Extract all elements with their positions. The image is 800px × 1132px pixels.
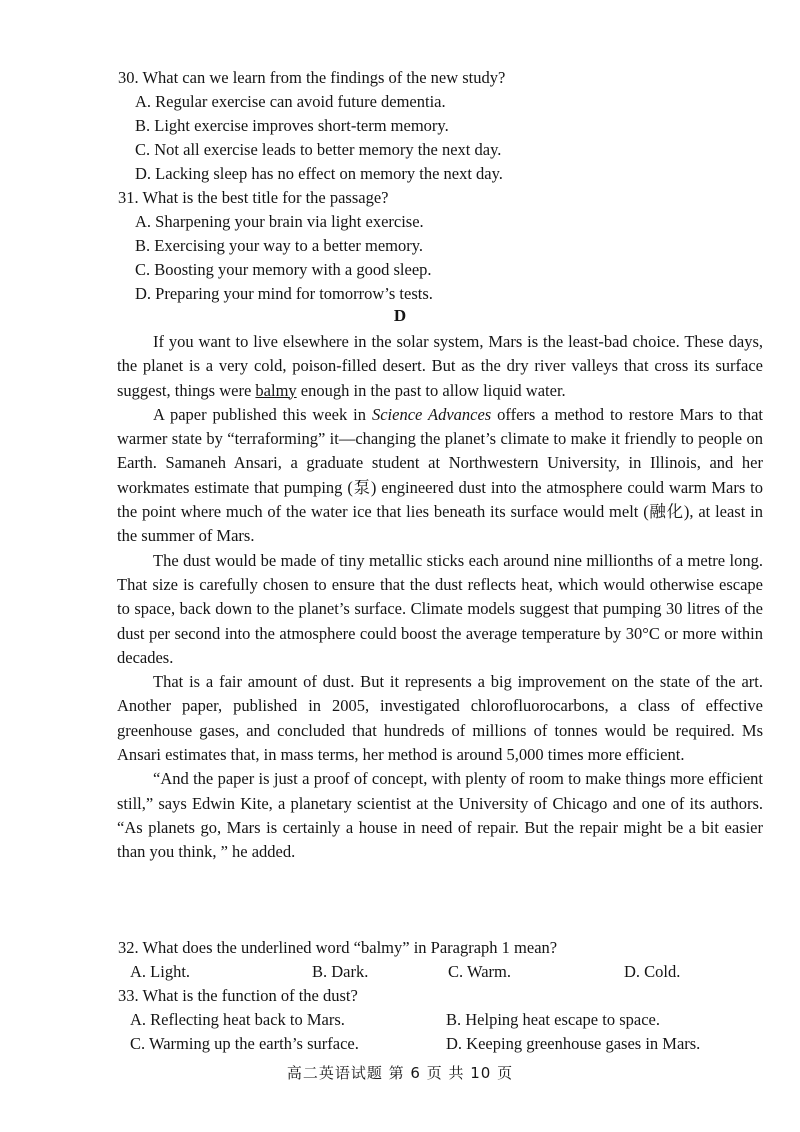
q33-option-a: A. Reflecting heat back to Mars.	[130, 1010, 345, 1029]
paragraph-2-text-a: A paper published this week in	[153, 404, 372, 424]
paragraph-1	[117, 330, 763, 403]
paragraph-2	[117, 403, 763, 549]
page-footer: 高二英语试题 第 6 页 共 10 页	[286, 1064, 514, 1082]
paragraph-2-text-b: offers a method to restore Mars to that warmer state by “terraforming” it—changing the planet’s climate to make it friendly to people on Earth. Samaneh Ansari, a graduate student at Northwestern University, in Illinois, and her workmates estimate that pumping (泵) engineered dust into the atmosphere could warm Mars to the point where much of the water ice that lies beneath its surface would melt (融化), at least in the summer of Mars.	[117, 404, 763, 546]
paragraph-1-text-a: If you want to live elsewhere in the solar system, Mars is the least-bad choice. These days, the planet is a very cold, poison-filled desert. But as the dry river valleys that cross its surface suggest, things were	[117, 332, 763, 400]
q33-option-d: D. Keeping greenhouse gases in Mars.	[446, 1034, 701, 1053]
q33-options-row-1	[130, 1010, 770, 1030]
q31-option-a: A. Sharpening your brain via light exercise.	[135, 212, 424, 231]
q32-option-d: D. Cold.	[624, 962, 681, 981]
q30-option-a: A. Regular exercise can avoid future dementia.	[135, 92, 446, 111]
q32-option-a: A. Light.	[130, 962, 191, 981]
journal-title: Science Advances	[371, 404, 492, 424]
question-31: 31. What is the best title for the passage?	[118, 188, 389, 207]
question-32: 32. What does the underlined word “balmy” in Paragraph 1 mean?	[118, 938, 558, 957]
q32-option-c: C. Warm.	[448, 962, 511, 981]
reading-passage	[117, 330, 763, 865]
q33-options-row-2	[130, 1034, 770, 1054]
paragraph-4: That is a fair amount of dust. But it represents a big improvement on the state of the art. Another paper, published in 2005, investigated chlorofluorocarbons, a class of effective greenhouse gases, and concluded that hundreds of millions of tonnes would be required. Ms Ansari estimates that, in mass terms, her method is around 5,000 times more efficient.	[117, 672, 763, 765]
q31-option-c: C. Boosting your memory with a good sleep.	[135, 260, 432, 279]
q30-option-c: C. Not all exercise leads to better memory the next day.	[135, 140, 502, 159]
q32-option-b: B. Dark.	[312, 962, 369, 981]
q32-options	[130, 962, 750, 982]
section-heading: D	[393, 306, 407, 325]
question-33: 33. What is the function of the dust?	[118, 986, 358, 1005]
question-30: 30. What can we learn from the findings of the new study?	[118, 68, 506, 87]
q33-option-c: C. Warming up the earth’s surface.	[130, 1034, 359, 1053]
q30-option-d: D. Lacking sleep has no effect on memory the next day.	[135, 164, 503, 183]
paragraph-1-text-b: enough in the past to allow liquid water.	[296, 380, 566, 400]
q31-option-d: D. Preparing your mind for tomorrow’s tests.	[135, 284, 433, 303]
paragraph-5: “And the paper is just a proof of concept, with plenty of room to make things more efficient still,” says Edwin Kite, a planetary scientist at the University of Chicago and one of its authors. “As planets go, Mars is certainly a house in need of repair. But the repair might be a bit easier than you think, ” he added.	[117, 769, 763, 862]
q33-option-b: B. Helping heat escape to space.	[446, 1010, 660, 1029]
q30-option-b: B. Light exercise improves short-term memory.	[135, 116, 449, 135]
paragraph-3: The dust would be made of tiny metallic sticks each around nine millionths of a metre long. That size is carefully chosen to ensure that the dust reflects heat, which would otherwise escape to space, back down to the planet’s surface. Climate models suggest that pumping 30 litres of the dust per second into the atmosphere could boost the average temperature by 30°C or more within decades.	[117, 550, 763, 667]
underlined-word: balmy	[255, 380, 297, 400]
q31-option-b: B. Exercising your way to a better memory.	[135, 236, 424, 255]
